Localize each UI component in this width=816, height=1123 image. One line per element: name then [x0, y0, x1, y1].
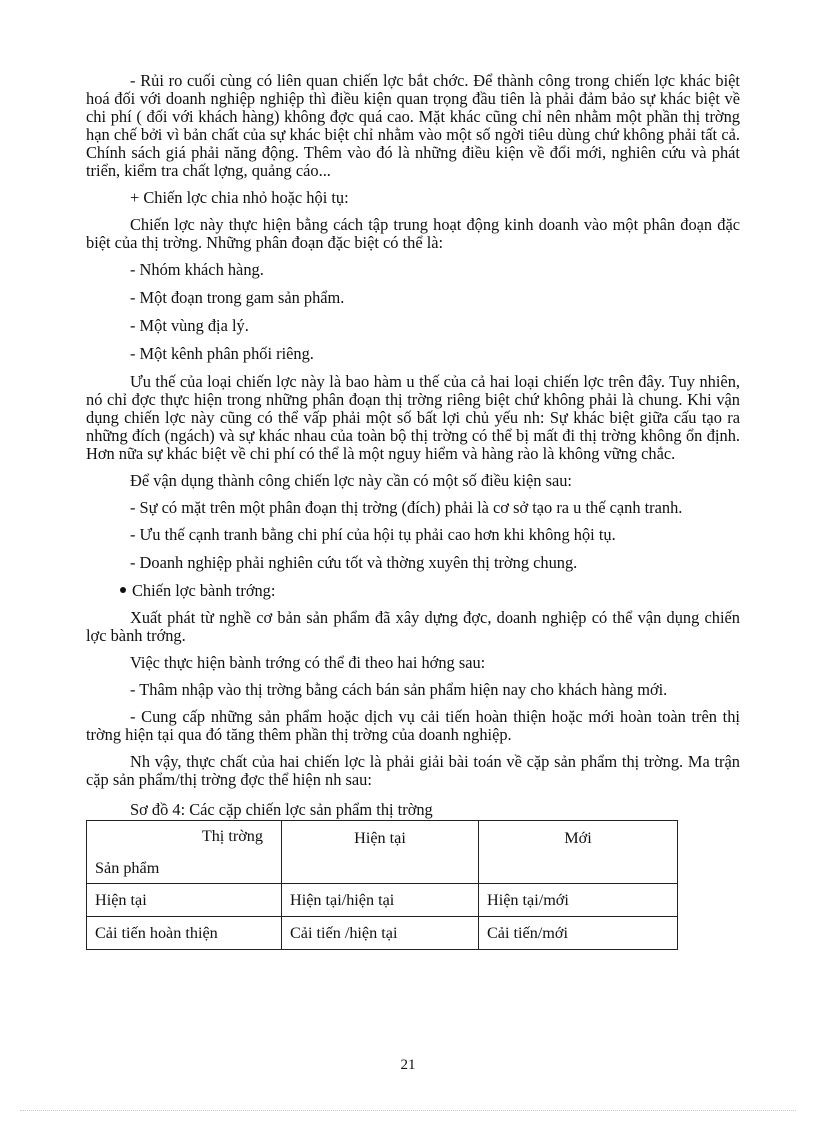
bullet-icon [120, 587, 126, 593]
paragraph: - Rủi ro cuối cùng có liên quan chiến lợc bắt chớc. Để thành công trong chiến lợc khác biệt hoá đối với doanh nghiệp nghiệp thì điều kiện quan trọng đầu tiên là phải đảm bảo sự khác biệt về chi phí ( đối với khách hàng) không đợc quá cao. Mặt khác cũng chỉ nên nhằm một phần thị trờng hạn chế bởi vì bản chất của sự khác biệt chỉ nhằm vào một số ngời tiêu dùng chứ không phải tất cả. Chính sách giá phải năng động. Thêm vào đó là những điều kiện về đổi mới, nghiên cứu và phát triển, kiểm tra chất lợng, quảng cáo... [86, 71, 740, 180]
list-item: - Một vùng địa lý. [130, 316, 249, 335]
list-item: - Thâm nhập vào thị trờng bằng cách bán sản phẩm hiện nay cho khách hàng mới. [130, 680, 668, 699]
paragraph: Chiến lợc này thực hiện bằng cách tập trung hoạt động kinh doanh vào một phân đoạn đặc biệt của thị trờng. Những phân đoạn đặc biệt có thể là: [86, 215, 740, 252]
bullet-heading-text: Chiến lợc bành trớng: [132, 581, 276, 600]
product-market-matrix [86, 820, 678, 950]
list-item: - Sự có mặt trên một phân đoạn thị trờng (đích) phải là cơ sở tạo ra u thế cạnh tranh. [130, 498, 683, 517]
table-header-row [87, 821, 678, 884]
column-header-new: Mới [479, 821, 678, 884]
list-item: - Doanh nghiệp phải nghiên cứu tốt và thờng xuyên thị trờng chung. [130, 553, 578, 572]
page-number: 21 [400, 1057, 416, 1073]
document-body [86, 72, 740, 950]
table-row [87, 917, 678, 950]
list-item: - Cung cấp những sản phẩm hoặc dịch vụ cải tiến hoàn thiện hoặc mới hoàn toàn trên thị trờng hiện tại qua đó tăng thêm phần thị trờng của doanh nghiệp. [86, 707, 740, 744]
table-cell: Hiện tại/mới [479, 884, 678, 917]
list-item: - Một đoạn trong gam sản phẩm. [130, 288, 345, 307]
table-corner-cell [87, 821, 282, 884]
list-item: - Một kênh phân phối riêng. [130, 344, 314, 363]
column-header-current: Hiện tại [282, 821, 479, 884]
table-row [87, 884, 678, 917]
corner-label-market: Thị trờng [201, 827, 263, 845]
row-label: Hiện tại [87, 884, 282, 917]
paragraph: Xuất phát từ nghề cơ bản sản phẩm đã xây dựng đợc, doanh nghiệp có thể vận dụng chiến lợc bành trớng. [86, 608, 740, 645]
table-cell: Cải tiến/mới [479, 917, 678, 950]
list-item: - Nhóm khách hàng. [130, 260, 264, 279]
table-cell: Cải tiến /hiện tại [282, 917, 479, 950]
table-cell: Hiện tại/hiện tại [282, 884, 479, 917]
paragraph: Ưu thế của loại chiến lợc này là bao hàm u thế của cả hai loại chiến lợc trên đây. Tuy nhiên, nó chỉ đợc thực hiện trong những phân đoạn thị trờng riêng biệt chứ không phải là chung. Khi vận dụng chiến lợc này cũng có thể vấp phải một số bất lợi chủ yếu nh: Sự khác biệt giữa cấu tạo ra những đích (ngách) và sự khác nhau của toàn bộ thị trờng có thể bị mất đi thị trờng không ổn định. Hơn nữa sự khác biệt về chi phí có thể là một nguy hiểm và hàng rào là không vững chắc. [86, 372, 740, 463]
list-item: - Ưu thế cạnh tranh bằng chi phí của hội tụ phải cao hơn khi không hội tụ. [130, 525, 616, 544]
corner-label-product: Sản phẩm [95, 859, 160, 877]
row-label: Cải tiến hoàn thiện [87, 917, 282, 950]
paragraph: Việc thực hiện bành trớng có thể đi theo hai hớng sau: [130, 653, 486, 672]
table-caption: Sơ đồ 4: Các cặp chiến lợc sản phẩm thị trờng [130, 800, 433, 819]
paragraph: Để vận dụng thành công chiến lợc này cần có một số điều kiện sau: [130, 471, 572, 490]
bullet-heading [86, 582, 740, 600]
section-heading: + Chiến lợc chia nhỏ hoặc hội tụ: [130, 188, 349, 207]
paragraph: Nh vậy, thực chất của hai chiến lợc là phải giải bài toán về cặp sản phẩm thị trờng. Ma trận cặp sản phẩm/thị trờng đợc thể hiện nh sau: [86, 752, 740, 789]
page-bottom-divider [20, 1110, 796, 1111]
